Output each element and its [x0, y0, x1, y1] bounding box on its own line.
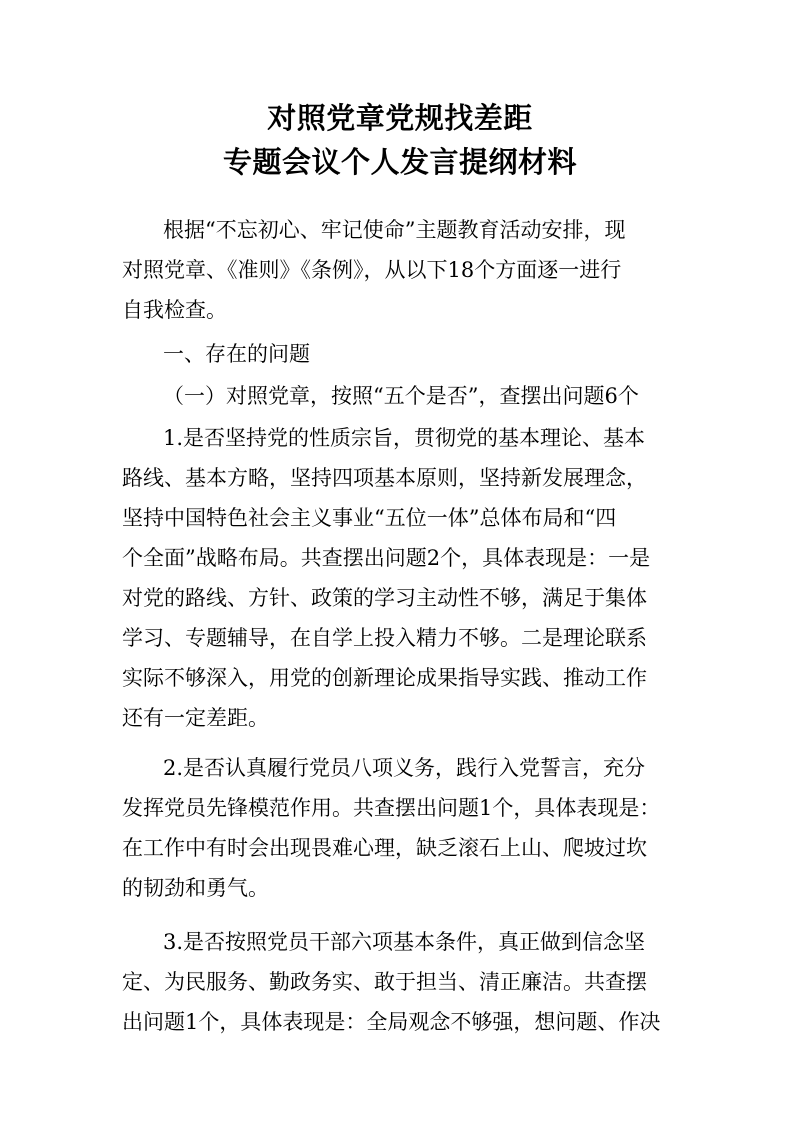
- item-1-line-4: 个全面”战略布局。共查摆出问题2个，具体表现是：一是: [122, 546, 651, 570]
- item-1-line-2: 路线、基本方略，坚持四项基本原则，坚持新发展理念，: [122, 466, 647, 490]
- item-3-line-3: 出问题1个，具体表现是：全局观念不够强，想问题、作决: [122, 1010, 661, 1034]
- item-1-line-6: 学习、专题辅导，在自学上投入精力不够。二是理论联系: [122, 626, 647, 650]
- paragraph-intro-line-3: 自我检查。: [122, 298, 227, 322]
- title-line-1: 对照党章党规找差距: [267, 101, 533, 135]
- item-1-line-7: 实际不够深入，用党的创新理论成果指导实践、推动工作: [122, 666, 647, 690]
- item-2-line-3: 在工作中有时会出现畏难心理，缺乏滚石上山、爬坡过坎: [122, 836, 647, 860]
- paragraph-intro-line-2: 对照党章、《准则》《条例》，从以下18个方面逐一进行: [122, 258, 622, 282]
- item-3-line-2: 定、为民服务、勤政务实、敢于担当、清正廉洁。共查摆: [122, 970, 647, 994]
- item-1-line-1: 1.是否坚持党的性质宗旨，贯彻党的基本理论、基本: [163, 426, 646, 450]
- item-1-line-3: 坚持中国特色社会主义事业“五位一体”总体布局和“四: [122, 506, 617, 530]
- item-1-line-5: 对党的路线、方针、政策的学习主动性不够，满足于集体: [122, 586, 647, 610]
- document-title: [0, 96, 800, 184]
- subsection-heading-1: （一）对照党章，按照“五个是否”，查摆出问题6个: [163, 384, 639, 408]
- item-2-line-1: 2.是否认真履行党员八项义务，践行入党誓言，充分: [163, 756, 646, 780]
- paragraph-intro-line-1: 根据“不忘初心、牢记使命”主题教育活动安排，现: [163, 218, 626, 242]
- item-3-line-1: 3.是否按照党员干部六项基本条件，真正做到信念坚: [163, 930, 646, 954]
- title-line-2: 专题会议个人发言提纲材料: [222, 145, 577, 179]
- section-heading-problems: 一、存在的问题: [163, 342, 310, 366]
- item-1-line-8: 还有一定差距。: [122, 706, 269, 730]
- item-2-line-4: 的韧劲和勇气。: [122, 876, 269, 900]
- item-2-line-2: 发挥党员先锋模范作用。共查摆出问题1个，具体表现是：: [122, 796, 661, 820]
